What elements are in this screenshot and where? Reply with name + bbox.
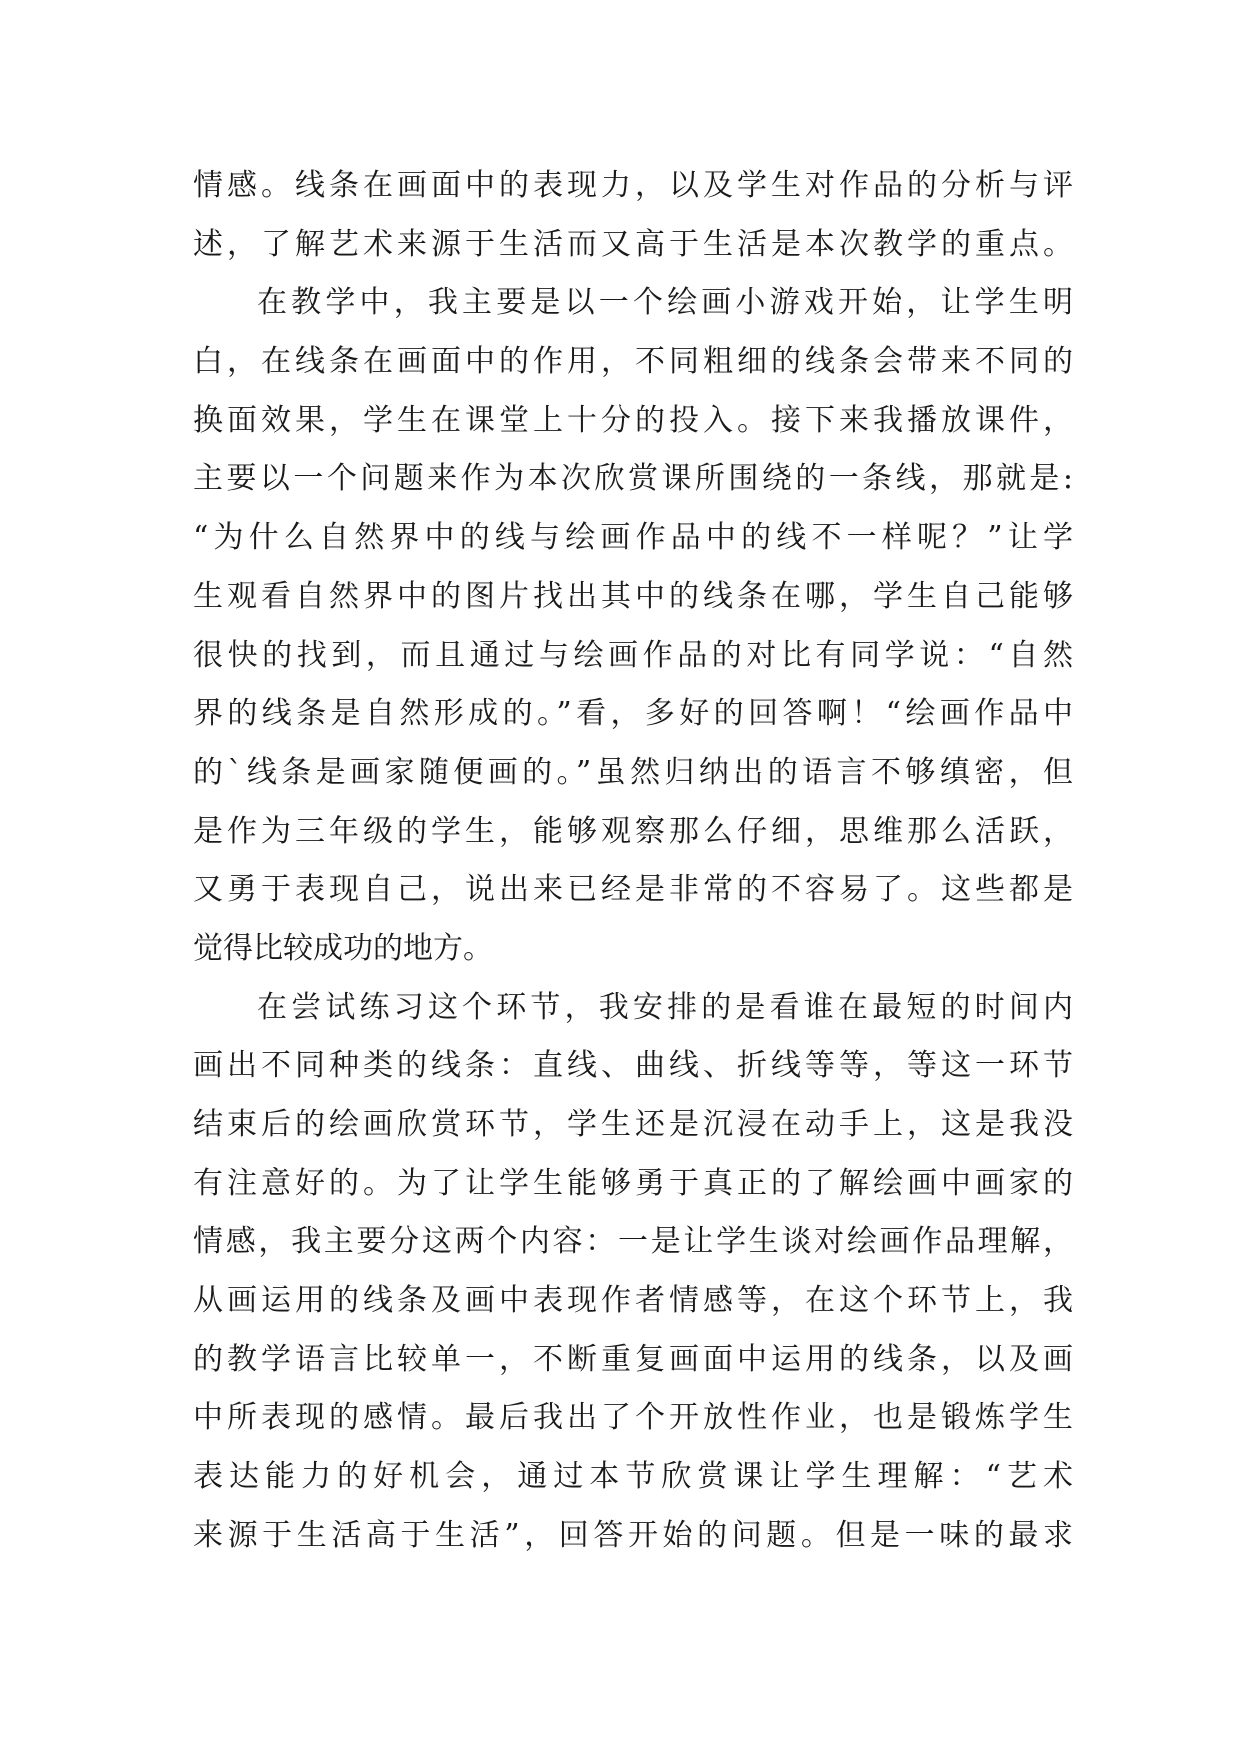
text-line: 从画运用的线条及画中表现作者情感等，在这个环节上，我 [193,1283,1073,1319]
text-line: 主要以一个问题来作为本次欣赏课所围绕的一条线，那就是: [193,461,1073,497]
text-line: 情感，我主要分这两个内容：一是让学生谈对绘画作品理解， [193,1224,1073,1260]
body-text [193,157,1073,1566]
text-line: 述，了解艺术来源于生活而又高于生活是本次教学的重点。 [193,226,1073,262]
text-line: 有注意好的。为了让学生能够勇于真正的了解绘画中画家的 [193,1165,1073,1201]
text-line: 画出不同种类的线条：直线、曲线、折线等等，等这一环节 [193,1048,1073,1084]
text-line: “为什么自然界中的线与绘画作品中的线不一样呢？”让学 [193,520,1073,556]
text-line: 表达能力的好机会，通过本节欣赏课让学生理解：“艺术 [193,1459,1073,1495]
paragraph-end-line: 觉得比较成功的地方。 [193,930,493,966]
text-line: 很快的找到，而且通过与绘画作品的对比有同学说：“自然 [193,637,1073,673]
text-line: 白，在线条在画面中的作用，不同粗细的线条会带来不同的 [193,344,1073,380]
text-line: 中所表现的感情。最后我出了个开放性作业，也是锻炼学生 [193,1400,1073,1436]
text-line: 的`线条是画家随便画的。”虽然归纳出的语言不够缜密，但 [193,754,1073,790]
text-line: 又勇于表现自己，说出来已经是非常的不容易了。这些都是 [193,872,1073,908]
text-line: 界的线条是自然形成的。”看，多好的回答啊！“绘画作品中 [193,696,1073,732]
text-line: 来源于生活高于生活”，回答开始的问题。但是一味的最求 [193,1517,1073,1553]
paragraph-start-line: 在尝试练习这个环节，我安排的是看谁在最短的时间内 [257,989,1073,1025]
text-line: 结束后的绘画欣赏环节，学生还是沉浸在动手上，这是我没 [193,1107,1073,1142]
text-line: 的教学语言比较单一，不断重复画面中运用的线条，以及画 [193,1341,1073,1377]
text-line: 情感。线条在画面中的表现力，以及学生对作品的分析与评 [193,168,1073,203]
text-line: 换面效果，学生在课堂上十分的投入。接下来我播放课件， [193,402,1073,438]
text-line: 生观看自然界中的图片找出其中的线条在哪，学生自己能够 [193,578,1073,614]
paragraph-start-line: 在教学中，我主要是以一个绘画小游戏开始，让学生明 [257,285,1073,321]
text-line: 是作为三年级的学生，能够观察那么仔细，思维那么活跃， [193,813,1073,849]
